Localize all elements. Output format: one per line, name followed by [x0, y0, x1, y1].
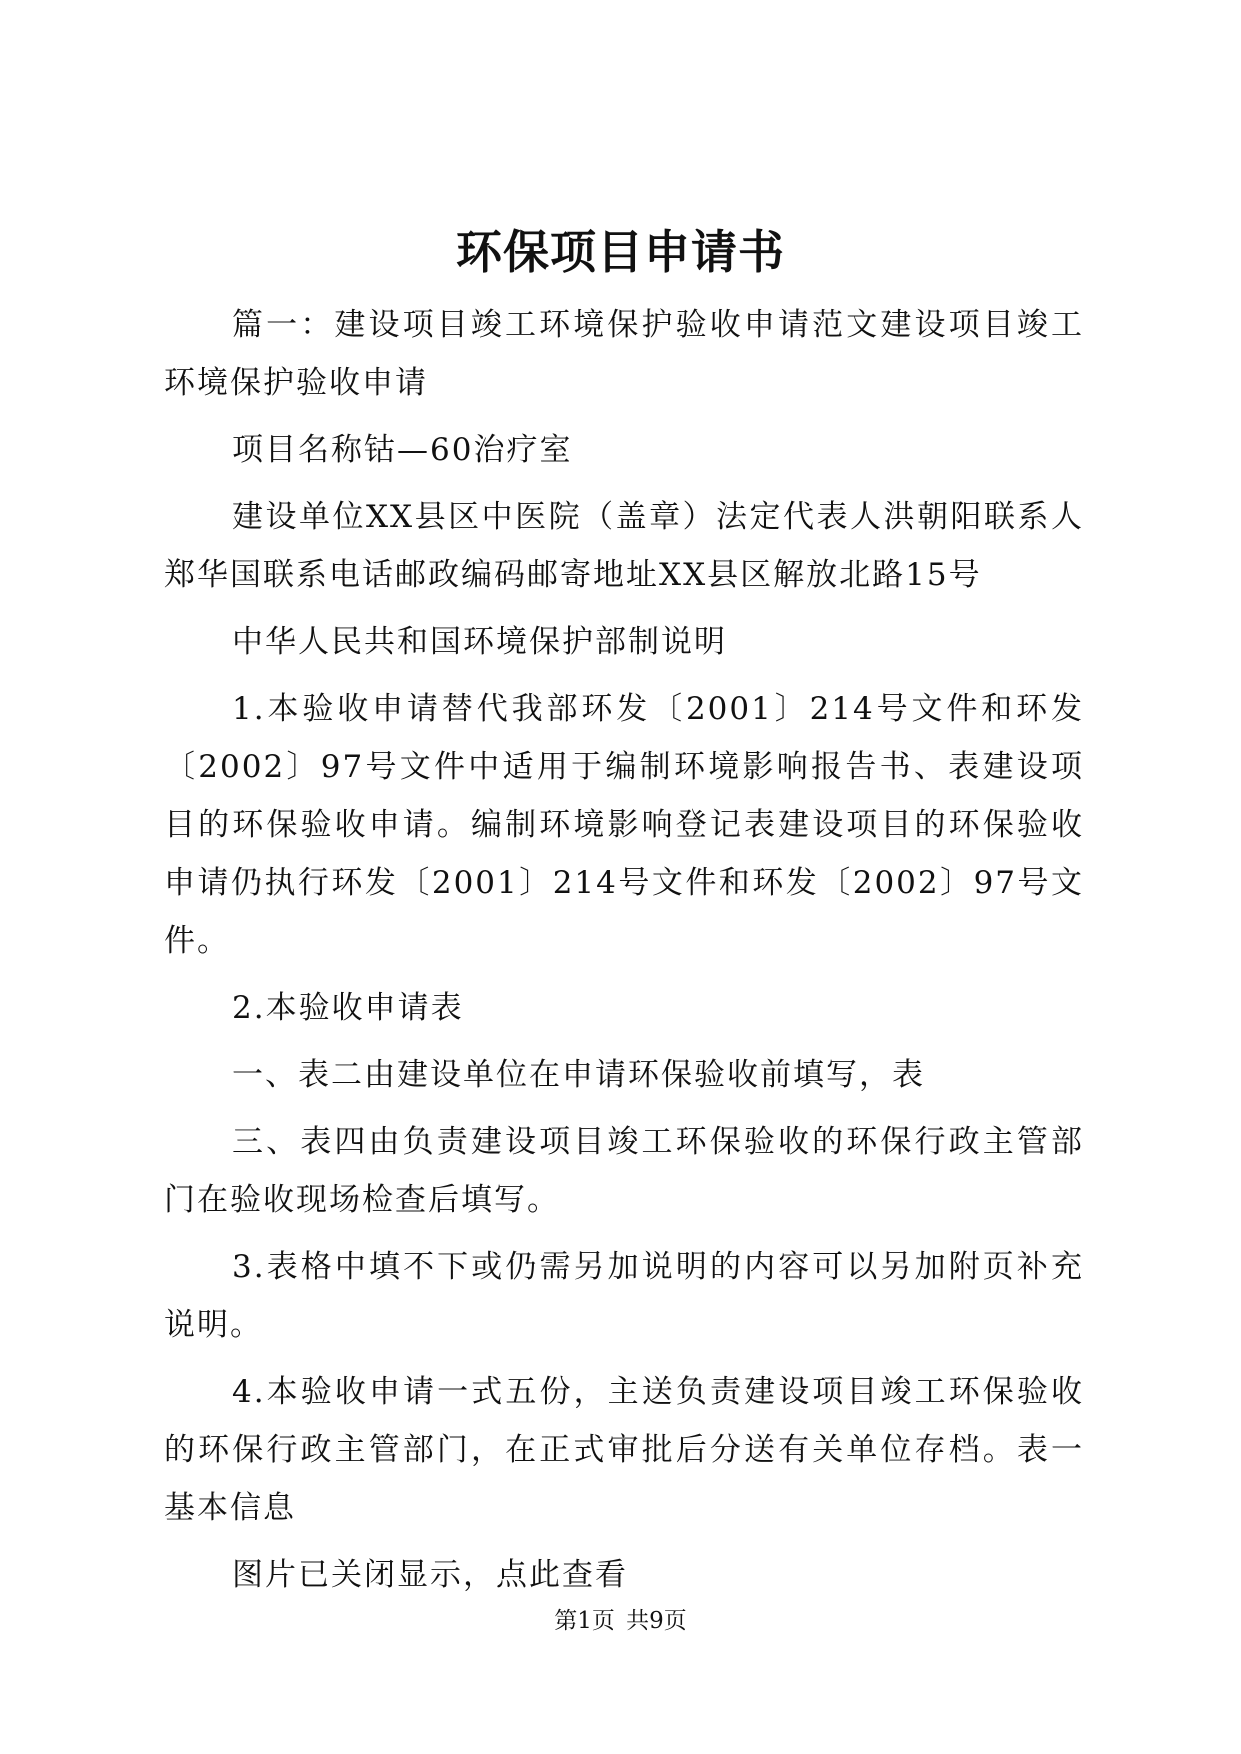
document-body [164, 296, 1084, 1613]
paragraph-3: 建设单位XX县区中医院（盖章）法定代表人洪朝阳联系人郑华国联系电话邮政编码邮寄地址XX县区解放北路15号 [164, 499, 1084, 593]
paragraph-2: 项目名称钴—60治疗室 [232, 432, 573, 468]
paragraph-4: 中华人民共和国环境保护部制说明 [232, 624, 727, 660]
paragraph-9: 3.表格中填不下或仍需另加说明的内容可以另加附页补充说明。 [164, 1249, 1084, 1343]
paragraph-5: 1.本验收申请替代我部环发〔2001〕214号文件和环发〔2002〕97号文件中适用于编制环境影响报告书、表建设项目的环保验收申请。编制环境影响登记表建设项目的环保验收申请仍执行环发〔2001〕214号文件和环发〔2002〕97号文件。 [164, 691, 1084, 959]
page-number: 第1页 [554, 1608, 615, 1634]
document-title: 环保项目申请书 [456, 225, 785, 279]
paragraph-10: 4.本验收申请一式五份，主送负责建设项目竣工环保验收的环保行政主管部门，在正式审批后分送有关单位存档。表一基本信息 [164, 1374, 1084, 1526]
paragraph-8: 三、表四由负责建设项目竣工环保验收的环保行政主管部门在验收现场检查后填写。 [164, 1124, 1084, 1218]
paragraph-7: 一、表二由建设单位在申请环保验收前填写，表 [232, 1057, 925, 1093]
page-total: 共9页 [626, 1608, 687, 1634]
paragraph-6: 2.本验收申请表 [232, 990, 464, 1026]
image-hidden-notice-link[interactable]: 图片已关闭显示，点此查看 [232, 1557, 628, 1593]
page-footer [0, 1606, 1241, 1636]
paragraph-1: 篇一：建设项目竣工环境保护验收申请范文建设项目竣工环境保护验收申请 [164, 307, 1084, 401]
